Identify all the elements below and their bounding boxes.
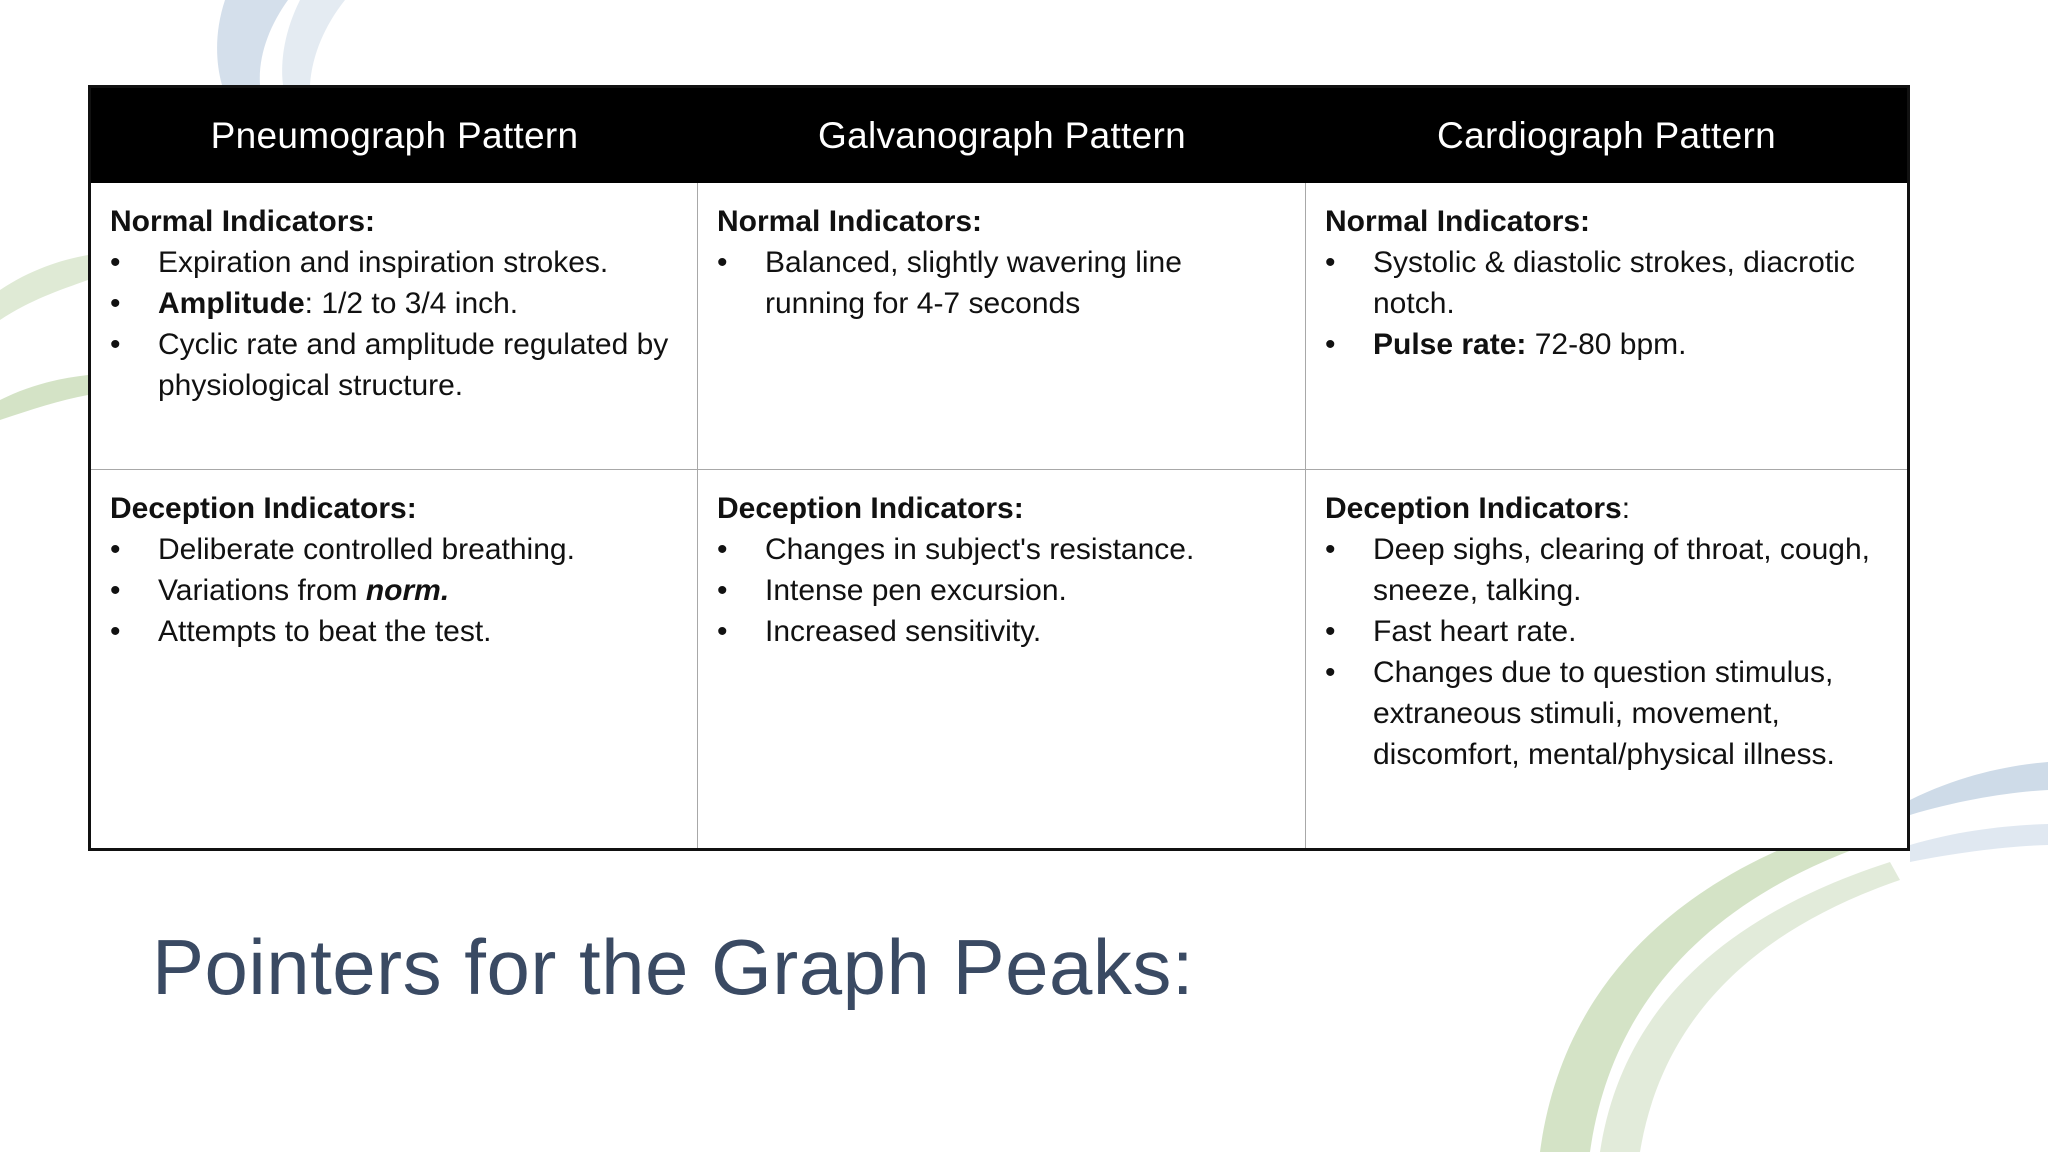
galvanograph-normal-cell xyxy=(698,183,1306,470)
deception-indicators-heading: Deception Indicators: xyxy=(717,492,1024,525)
bullet-icon: • xyxy=(110,246,121,279)
list-item-emphasis: norm. xyxy=(365,574,450,607)
list-item-text: Changes in subject's resistance. xyxy=(765,533,1195,566)
pneumograph-deception-list xyxy=(110,529,679,652)
list-item xyxy=(110,570,679,611)
list-item-text: Expiration and inspiration strokes. xyxy=(158,246,609,279)
bullet-icon: • xyxy=(110,287,121,320)
slide-title: Pointers for the Graph Peaks: xyxy=(152,923,1195,1011)
list-item-label: Pulse rate: xyxy=(1373,328,1527,361)
bullet-icon: • xyxy=(1325,656,1336,689)
bullet-icon: • xyxy=(1325,615,1336,648)
header-pneumograph: Pneumograph Pattern xyxy=(91,88,698,183)
cardiograph-normal-cell xyxy=(1306,183,1907,470)
cardiograph-deception-list xyxy=(1325,529,1889,775)
list-item-text: Deep sighs, clearing of throat, cough, sneeze, talking. xyxy=(1373,533,1870,607)
bullet-icon: • xyxy=(1325,533,1336,566)
list-item-text: Attempts to beat the test. xyxy=(158,615,492,648)
bullet-icon: • xyxy=(110,533,121,566)
list-item xyxy=(110,283,679,324)
list-item-text: Systolic & diastolic strokes, diacrotic notch. xyxy=(1373,246,1855,320)
bullet-icon: • xyxy=(717,615,728,648)
normal-indicators-heading: Normal Indicators: xyxy=(717,205,983,238)
list-item-text: Cyclic rate and amplitude regulated by physiological structure. xyxy=(158,328,669,402)
bullet-icon: • xyxy=(110,574,121,607)
list-item xyxy=(110,529,679,570)
list-item xyxy=(717,529,1287,570)
list-item xyxy=(717,242,1287,324)
list-item-text: Variations from xyxy=(158,574,366,607)
galvanograph-deception-cell xyxy=(698,470,1306,848)
bullet-icon: • xyxy=(1325,328,1336,361)
list-item-label: Amplitude xyxy=(158,287,305,320)
bullet-icon: • xyxy=(110,328,121,361)
list-item xyxy=(1325,242,1889,324)
list-item xyxy=(717,570,1287,611)
cardiograph-normal-list xyxy=(1325,242,1889,365)
deception-heading-text: Deception Indicators xyxy=(1325,492,1622,525)
list-item xyxy=(1325,611,1889,652)
list-item xyxy=(110,242,679,283)
list-item-text: Fast heart rate. xyxy=(1373,615,1577,648)
list-item-text: Increased sensitivity. xyxy=(765,615,1042,648)
list-item-text: : 1/2 to 3/4 inch. xyxy=(304,287,519,320)
bullet-icon: • xyxy=(717,246,728,279)
list-item-text: Balanced, slightly wavering line running for 4-7 seconds xyxy=(765,246,1182,320)
list-item xyxy=(110,611,679,652)
header-galvanograph: Galvanograph Pattern xyxy=(698,88,1306,183)
normal-indicators-heading: Normal Indicators: xyxy=(1325,205,1591,238)
list-item xyxy=(717,611,1287,652)
pneumograph-normal-list xyxy=(110,242,679,406)
heading-colon: : xyxy=(1621,492,1631,525)
list-item-text: Deliberate controlled breathing. xyxy=(158,533,575,566)
galvanograph-deception-list xyxy=(717,529,1287,652)
bullet-icon: • xyxy=(717,574,728,607)
bullet-icon: • xyxy=(717,533,728,566)
normal-indicators-heading: Normal Indicators: xyxy=(110,205,376,238)
list-item xyxy=(1325,652,1889,775)
bullet-icon: • xyxy=(1325,246,1336,279)
pneumograph-deception-cell xyxy=(91,470,698,848)
list-item xyxy=(1325,529,1889,611)
list-item xyxy=(1325,324,1889,365)
polygraph-patterns-table xyxy=(88,85,1910,851)
bullet-icon: • xyxy=(110,615,121,648)
galvanograph-normal-list xyxy=(717,242,1287,324)
list-item-text: 72-80 bpm. xyxy=(1526,328,1687,361)
list-item-text: Changes due to question stimulus, extraneous stimuli, movement, discomfort, mental/physical illness. xyxy=(1373,656,1835,771)
cardiograph-deception-cell xyxy=(1306,470,1907,848)
list-item-text: Intense pen excursion. xyxy=(765,574,1067,607)
deception-indicators-heading: Deception Indicators: xyxy=(110,492,417,525)
deception-indicators-heading xyxy=(1325,488,1889,529)
list-item xyxy=(110,324,679,406)
pneumograph-normal-cell xyxy=(91,183,698,470)
header-cardiograph: Cardiograph Pattern xyxy=(1306,88,1907,183)
